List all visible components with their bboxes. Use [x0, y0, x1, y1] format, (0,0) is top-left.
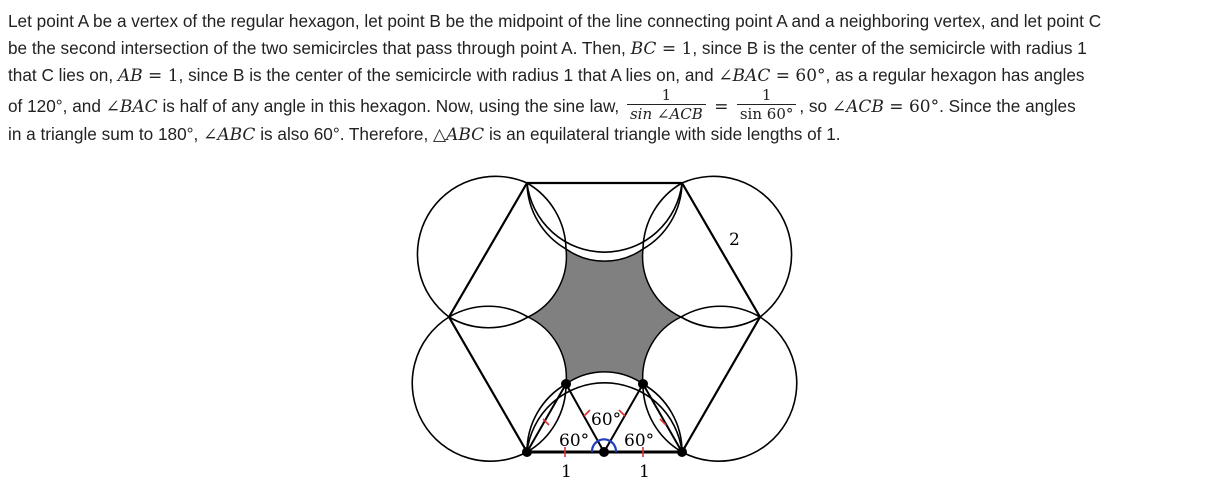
angle-label-left: 60° — [559, 431, 590, 451]
fraction-numerator: 1 — [661, 86, 672, 105]
text-segment: in a triangle sum to 180°, — [8, 123, 204, 144]
segment-label-left: 1 — [561, 462, 572, 482]
segment-label-right: 1 — [639, 462, 650, 482]
text-segment: , since B is the center of the semicircle with radius 1 — [692, 37, 1087, 58]
point — [599, 447, 609, 457]
angle-label-top: 60° — [591, 410, 622, 430]
math-eq-60: = 60° — [883, 96, 940, 117]
point — [677, 447, 687, 457]
math-angle-acb: ∠ACB — [831, 96, 884, 117]
point — [561, 379, 571, 389]
math-equals: = — [708, 96, 734, 117]
text-segment: , as a regular hexagon has angles — [825, 65, 1085, 85]
text-segment: . Since the angles — [939, 95, 1076, 116]
point — [638, 379, 648, 389]
text-segment: be the second intersection of the two semicircles that pass through point A. Then, — [8, 37, 631, 58]
math-eq-1: = 1 — [142, 66, 179, 86]
text-segment: , since B is the center of the semicircle with radius 1 that A lies on, and — [178, 65, 719, 85]
math-eq-60: = 60° — [770, 66, 826, 86]
angle-label-right: 60° — [624, 431, 655, 451]
math-angle-abc: ∠ABC — [203, 124, 256, 145]
text-segment: of 120°, and — [8, 95, 106, 116]
math-bc: BC — [630, 38, 657, 59]
text-segment: , so — [799, 95, 832, 116]
fraction-numerator: 1 — [761, 86, 772, 105]
math-ab: AB — [117, 66, 143, 86]
fraction-denominator-text: sin ∠ACB — [629, 105, 703, 124]
text-segment: is also 60°. Therefore, — [255, 123, 434, 144]
math-triangle-abc: △ABC — [433, 124, 485, 145]
shaded-region — [528, 249, 681, 384]
side-length-label: 2 — [729, 230, 740, 250]
fraction-denominator: sin 60° — [737, 104, 797, 123]
point — [522, 447, 532, 457]
text-segment: that C lies on, — [8, 65, 118, 85]
math-angle-bac: ∠BAC — [105, 96, 158, 117]
text-segment: is an equilateral triangle with side lengths of 1. — [484, 123, 841, 144]
math-angle-bac: ∠BAC — [718, 66, 771, 86]
text-segment: is half of any angle in this hexagon. Now, using the sine law, — [157, 95, 624, 116]
math-eq-1: = 1 — [656, 38, 693, 59]
text-segment: Let point A be a vertex of the regular hexagon, let point B be the midpoint of the line connecting point A and a neighboring vertex, and let point C — [8, 11, 1102, 31]
